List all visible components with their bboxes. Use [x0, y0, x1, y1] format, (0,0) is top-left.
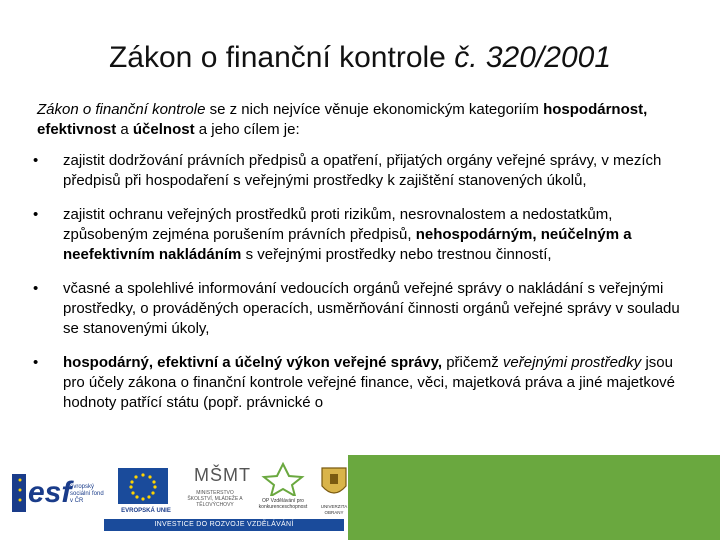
- university-label: UNIVERZITA OBRANY: [320, 504, 348, 515]
- bullet-bold-text: nehospodárným, neúčelným a neefektivním nakládáním: [63, 226, 632, 263]
- bullet-bold-text: hospodárný, efektivní a účelný výkon veřejné správy,: [63, 354, 443, 371]
- op-star-icon: [254, 462, 312, 496]
- msmt-text: MŠMT: [194, 465, 251, 485]
- bullet-text: včasné a spolehlivé informování vedoucích orgánů veřejné správy o nakládání s veřejnými prostředky, o prováděných operacích, usměrňování činnosti orgánů veřejné správy v souladu se stanovenými úkoly,: [63, 280, 680, 337]
- slide-title: [0, 38, 720, 78]
- footer-logos: [8, 462, 348, 534]
- esf-subtitle: evropský sociální fond v ČR: [70, 484, 104, 504]
- bullet-text: zajistit ochranu veřejných prostředků proti rizikům, nesrovnalostem a nedostatkům, způsobeným zejména porušením právních předpisů,: [63, 206, 613, 243]
- title-text: Zákon o finanční kontrole: [108, 41, 455, 74]
- bullet-item: [33, 151, 693, 191]
- msmt-subtitle: MINISTERSTVO ŠKOLSTVÍ, MLÁDEŽE A TĚLOVÝCHOVY: [187, 490, 243, 508]
- bullet-italic-text: veřejnými prostředky: [502, 354, 642, 371]
- eu-flag-icon: [112, 468, 174, 508]
- intro-paragraph: [37, 100, 687, 140]
- intro-bold-term: účelnost: [132, 121, 195, 138]
- eu-label: EVROPSKÁ UNIE: [121, 508, 171, 514]
- bullet-text: zajistit dodržování právních předpisů a opatření, přijatých orgány veřejné správy, v mezích předpisů při hospodaření s veřejnými prostředky k zajištění stanovených úkolů,: [63, 152, 662, 189]
- bullet-dot: •: [33, 354, 39, 371]
- bullet-item: [33, 353, 693, 413]
- bullet-item: [33, 279, 693, 339]
- intro-bold-terms: hospodárnost, efektivnost: [37, 101, 648, 138]
- bullet-dot: •: [33, 206, 39, 223]
- msmt-logo: [184, 464, 251, 520]
- investice-banner: INVESTICE DO ROZVOJE VZDĚLÁVÁNÍ: [104, 519, 344, 531]
- esf-logo: [12, 470, 104, 516]
- bullet-text: s veřejnými prostředky nebo trestnou činností,: [241, 246, 552, 263]
- bullet-dot: •: [33, 280, 39, 297]
- university-crest-icon: [316, 466, 352, 502]
- op-logo: [254, 462, 312, 520]
- bullet-list: [33, 151, 693, 427]
- esf-text: esf: [28, 476, 72, 509]
- intro-text: se z nich nejvíce věnuje ekonomickým kategoriím: [205, 101, 544, 118]
- intro-law-name: Zákon o finanční kontrole: [37, 101, 206, 118]
- eu-logo: [112, 468, 174, 520]
- intro-text: a jeho cílem je:: [194, 121, 300, 138]
- intro-text: a: [116, 121, 133, 138]
- bullet-text: jsou pro účely zákona o finanční kontrole veřejné finance, věci, majetková práva a jiné majetkové hodnoty patřící státu (popř. právnické o: [63, 354, 676, 411]
- title-italic-part: č. 320/2001: [454, 41, 611, 74]
- bullet-text: přičemž: [442, 354, 503, 371]
- bullet-dot: •: [33, 152, 39, 169]
- green-footer-block: [348, 455, 720, 540]
- op-label: OP Vzdělávání pro konkurenceschopnost: [258, 498, 308, 510]
- university-logo: [316, 466, 356, 520]
- bullet-item: [33, 205, 693, 265]
